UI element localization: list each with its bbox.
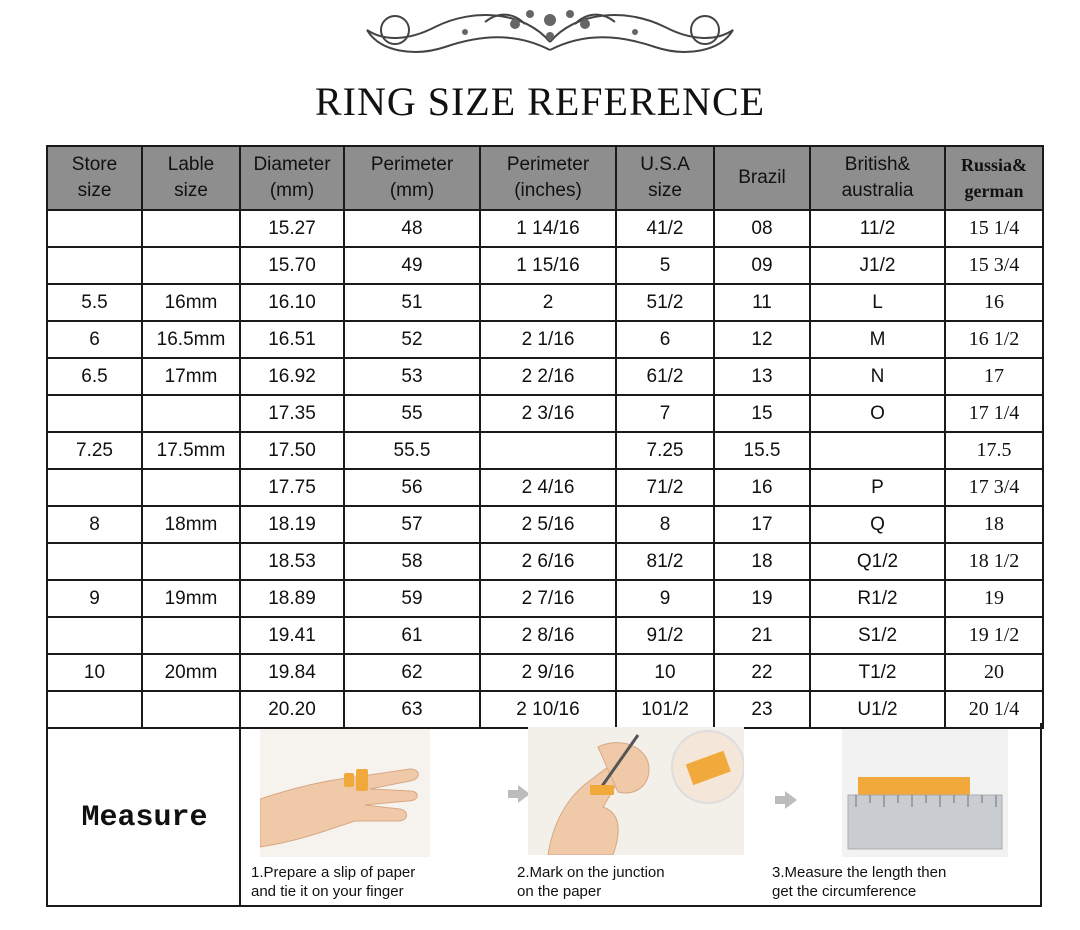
header-british-australia: British& australia	[810, 146, 945, 210]
cell-usa-size: 6	[616, 321, 714, 358]
cell-store-size: 7.25	[47, 432, 142, 469]
cell-british-australia: N	[810, 358, 945, 395]
cell-perimeter-inches: 2	[480, 284, 616, 321]
cell-brazil: 09	[714, 247, 810, 284]
cell-british-australia: M	[810, 321, 945, 358]
measure-label-cell	[48, 723, 241, 905]
cell-lable-size: 16.5mm	[142, 321, 240, 358]
cell-lable-size	[142, 247, 240, 284]
cell-brazil: 19	[714, 580, 810, 617]
step-1-caption: 1.Prepare a slip of paper and tie it on your finger	[251, 864, 416, 900]
cell-russia-german: 16 1/2	[945, 321, 1043, 358]
cell-lable-size	[142, 210, 240, 247]
cell-russia-german: 19	[945, 580, 1043, 617]
cell-british-australia	[810, 432, 945, 469]
cell-store-size: 6	[47, 321, 142, 358]
cell-store-size: 5.5	[47, 284, 142, 321]
cell-perimeter-mm: 55.5	[344, 432, 480, 469]
cell-perimeter-mm: 51	[344, 284, 480, 321]
table-row	[47, 210, 1043, 247]
cell-russia-german: 15 3/4	[945, 247, 1043, 284]
cell-british-australia: P	[810, 469, 945, 506]
cell-usa-size: 61/2	[616, 358, 714, 395]
header-russia-german: Russia& german	[945, 146, 1043, 210]
step-1-image	[260, 729, 430, 857]
cell-russia-german: 20 1/4	[945, 691, 1043, 728]
cell-british-australia: S1/2	[810, 617, 945, 654]
cell-perimeter-mm: 61	[344, 617, 480, 654]
cell-store-size: 10	[47, 654, 142, 691]
cell-perimeter-mm: 53	[344, 358, 480, 395]
step-3-caption: 3.Measure the length then get the circumference	[772, 864, 947, 900]
cell-british-australia: 11/2	[810, 210, 945, 247]
cell-store-size	[47, 617, 142, 654]
cell-perimeter-inches: 2 3/16	[480, 395, 616, 432]
cell-store-size	[47, 210, 142, 247]
cell-store-size: 6.5	[47, 358, 142, 395]
cell-usa-size: 10	[616, 654, 714, 691]
cell-lable-size: 20mm	[142, 654, 240, 691]
cell-russia-german: 17 1/4	[945, 395, 1043, 432]
cell-store-size	[47, 469, 142, 506]
cell-lable-size	[142, 395, 240, 432]
cell-usa-size: 41/2	[616, 210, 714, 247]
cell-british-australia: Q	[810, 506, 945, 543]
cell-brazil: 15.5	[714, 432, 810, 469]
cell-perimeter-mm: 57	[344, 506, 480, 543]
cell-lable-size	[142, 543, 240, 580]
table-row	[47, 506, 1043, 543]
cell-perimeter-mm: 49	[344, 247, 480, 284]
cell-russia-german: 20	[945, 654, 1043, 691]
cell-british-australia: R1/2	[810, 580, 945, 617]
cell-british-australia: Q1/2	[810, 543, 945, 580]
cell-russia-german: 19 1/2	[945, 617, 1043, 654]
cell-diameter: 15.27	[240, 210, 344, 247]
cell-perimeter-inches: 2 9/16	[480, 654, 616, 691]
table-row	[47, 580, 1043, 617]
cell-perimeter-inches: 2 1/16	[480, 321, 616, 358]
cell-perimeter-mm: 55	[344, 395, 480, 432]
cell-usa-size: 71/2	[616, 469, 714, 506]
cell-russia-german: 18	[945, 506, 1043, 543]
table-row	[47, 358, 1043, 395]
measure-section	[46, 723, 1042, 907]
cell-british-australia: O	[810, 395, 945, 432]
step-3-image	[842, 729, 1008, 857]
cell-brazil: 11	[714, 284, 810, 321]
cell-diameter: 16.10	[240, 284, 344, 321]
hand-paper-illustration	[260, 729, 430, 857]
cell-perimeter-inches: 1 14/16	[480, 210, 616, 247]
cell-russia-german: 17	[945, 358, 1043, 395]
cell-russia-german: 15 1/4	[945, 210, 1043, 247]
table-row	[47, 617, 1043, 654]
title-ornament	[355, 2, 745, 72]
header-perimeter-mm: Perimeter (mm)	[344, 146, 480, 210]
cell-russia-german: 16	[945, 284, 1043, 321]
cell-perimeter-inches: 2 5/16	[480, 506, 616, 543]
cell-diameter: 18.53	[240, 543, 344, 580]
cell-store-size: 8	[47, 506, 142, 543]
cell-perimeter-mm: 59	[344, 580, 480, 617]
page-title: RING SIZE REFERENCE	[314, 79, 766, 124]
cell-british-australia: U1/2	[810, 691, 945, 728]
cell-brazil: 17	[714, 506, 810, 543]
cell-perimeter-inches: 2 4/16	[480, 469, 616, 506]
table-row	[47, 432, 1043, 469]
ring-size-table	[46, 145, 1044, 729]
cell-british-australia: L	[810, 284, 945, 321]
cell-brazil: 15	[714, 395, 810, 432]
header-usa-size: U.S.A size	[616, 146, 714, 210]
cell-brazil: 22	[714, 654, 810, 691]
measure-label: Measure	[81, 801, 208, 835]
cell-usa-size: 51/2	[616, 284, 714, 321]
table-body	[47, 210, 1043, 728]
cell-perimeter-mm: 63	[344, 691, 480, 728]
cell-british-australia: T1/2	[810, 654, 945, 691]
cell-lable-size: 17mm	[142, 358, 240, 395]
header-brazil: Brazil	[714, 146, 810, 210]
cell-diameter: 17.35	[240, 395, 344, 432]
cell-lable-size: 17.5mm	[142, 432, 240, 469]
cell-brazil: 12	[714, 321, 810, 358]
header-store-size: Store size	[47, 146, 142, 210]
cell-perimeter-mm: 48	[344, 210, 480, 247]
cell-perimeter-inches: 2 8/16	[480, 617, 616, 654]
cell-usa-size: 81/2	[616, 543, 714, 580]
cell-perimeter-inches: 2 6/16	[480, 543, 616, 580]
cell-usa-size: 91/2	[616, 617, 714, 654]
table-row	[47, 247, 1043, 284]
cell-usa-size: 7.25	[616, 432, 714, 469]
step-arrow-2	[785, 791, 797, 809]
cell-usa-size: 101/2	[616, 691, 714, 728]
step-2-image	[528, 727, 744, 855]
cell-perimeter-inches: 2 2/16	[480, 358, 616, 395]
cell-diameter: 16.51	[240, 321, 344, 358]
table-row	[47, 284, 1043, 321]
cell-lable-size	[142, 617, 240, 654]
cell-perimeter-mm: 58	[344, 543, 480, 580]
cell-perimeter-inches: 1 15/16	[480, 247, 616, 284]
cell-diameter: 17.50	[240, 432, 344, 469]
header-perimeter-inches: Perimeter (inches)	[480, 146, 616, 210]
cell-usa-size: 7	[616, 395, 714, 432]
cell-perimeter-inches: 2 10/16	[480, 691, 616, 728]
cell-diameter: 17.75	[240, 469, 344, 506]
cell-perimeter-inches	[480, 432, 616, 469]
cell-british-australia: J1/2	[810, 247, 945, 284]
cell-diameter: 19.84	[240, 654, 344, 691]
cell-diameter: 18.89	[240, 580, 344, 617]
cell-brazil: 13	[714, 358, 810, 395]
cell-usa-size: 9	[616, 580, 714, 617]
table-row	[47, 395, 1043, 432]
cell-perimeter-mm: 52	[344, 321, 480, 358]
cell-russia-german: 18 1/2	[945, 543, 1043, 580]
cell-usa-size: 8	[616, 506, 714, 543]
cell-brazil: 08	[714, 210, 810, 247]
cell-brazil: 18	[714, 543, 810, 580]
cell-store-size	[47, 543, 142, 580]
cell-lable-size: 19mm	[142, 580, 240, 617]
header-lable-size: Lable size	[142, 146, 240, 210]
cell-lable-size: 16mm	[142, 284, 240, 321]
cell-brazil: 16	[714, 469, 810, 506]
cell-diameter: 19.41	[240, 617, 344, 654]
cell-diameter: 15.70	[240, 247, 344, 284]
cell-perimeter-mm: 62	[344, 654, 480, 691]
cell-lable-size	[142, 469, 240, 506]
cell-diameter: 20.20	[240, 691, 344, 728]
cell-store-size: 9	[47, 580, 142, 617]
header-diameter: Diameter (mm)	[240, 146, 344, 210]
cell-lable-size: 18mm	[142, 506, 240, 543]
table-row	[47, 543, 1043, 580]
cell-brazil: 23	[714, 691, 810, 728]
cell-diameter: 16.92	[240, 358, 344, 395]
cell-perimeter-inches: 2 7/16	[480, 580, 616, 617]
table-row	[47, 469, 1043, 506]
cell-diameter: 18.19	[240, 506, 344, 543]
cell-brazil: 21	[714, 617, 810, 654]
step-2-caption: 2.Mark on the junction on the paper	[517, 864, 665, 900]
cell-russia-german: 17 3/4	[945, 469, 1043, 506]
cell-perimeter-mm: 56	[344, 469, 480, 506]
cell-usa-size: 5	[616, 247, 714, 284]
cell-store-size	[47, 395, 142, 432]
table-row	[47, 654, 1043, 691]
cell-store-size	[47, 247, 142, 284]
ruler-illustration	[842, 729, 1008, 857]
table-row	[47, 321, 1043, 358]
cell-russia-german: 17.5	[945, 432, 1043, 469]
mark-paper-illustration	[528, 727, 744, 855]
header-row	[47, 146, 1043, 210]
